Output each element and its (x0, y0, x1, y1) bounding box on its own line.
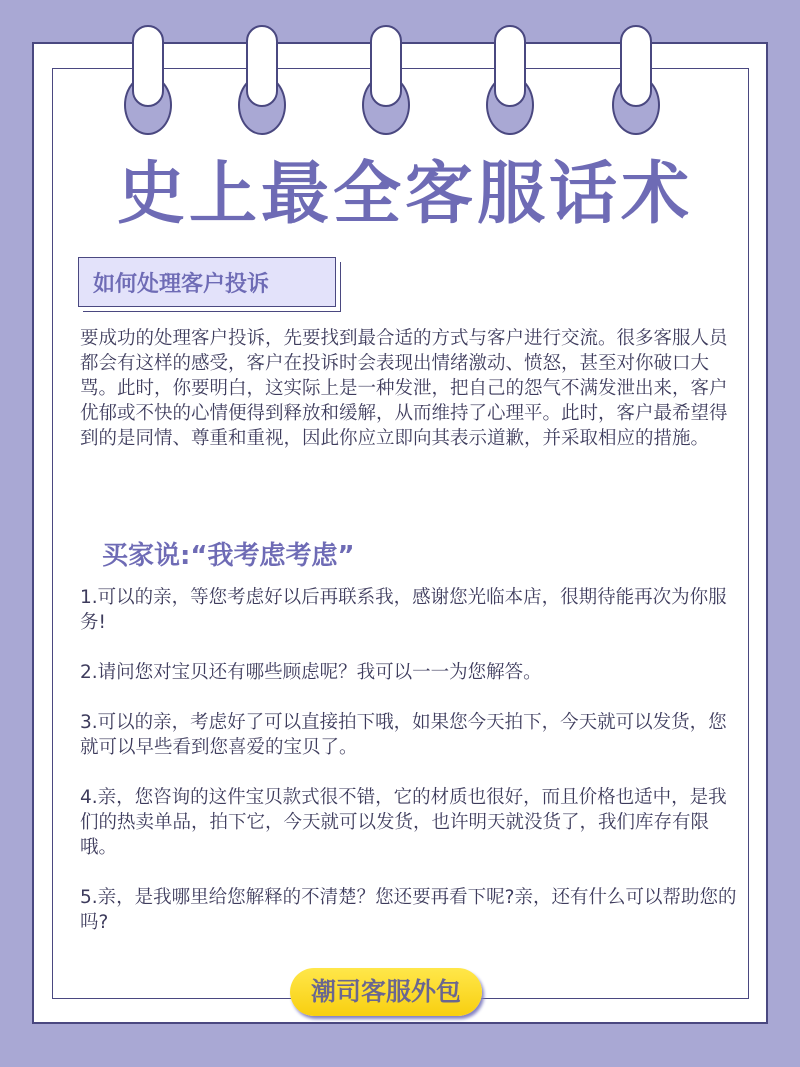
subtitle-label: 如何处理客户投诉 (78, 257, 336, 307)
list-item: 5.亲，是我哪里给您解释的不清楚？您还要再看下呢?亲，还有什么可以帮助您的吗? (80, 887, 737, 933)
brand-badge: 潮司客服外包 (290, 968, 482, 1016)
reply-list (80, 585, 740, 960)
intro-paragraph: 要成功的处理客户投诉，先要找到最合适的方式与客户进行交流。很多客服人员都会有这样的感受，客户在投诉时会表现出情绪激动、愤怒，甚至对你破口大骂。此时，你要明白，这实际上是一种发泄，把自己的怨气不满发泄出来，客户优郁或不快的心情便得到释放和缓解，从而维持了心理平。此时，客户最希望得到的是同情、尊重和重视，因此你应立即向其表示道歉，并采取相应的措施。 (80, 328, 728, 449)
binder-ring-icon (132, 25, 164, 120)
list-item: 2.请问您对宝贝还有哪些顾虑呢？我可以一一为您解答。 (80, 662, 542, 683)
binder-ring-icon (246, 25, 278, 120)
binder-ring-icon (370, 25, 402, 120)
list-item: 1.可以的亲，等您考虑好以后再联系我，感谢您光临本店，很期待能再次为你服务! (80, 587, 727, 633)
binder-ring-icon (620, 25, 652, 120)
list-item: 4.亲，您咨询的这件宝贝款式很不错，它的材质也很好，而且价格也适中，是我们的热卖单品，拍下它，今天就可以发货，也许明天就没货了，我们库存有限哦。 (80, 787, 727, 858)
list-item: 3.可以的亲，考虑好了可以直接拍下哦，如果您今天拍下，今天就可以发货，您就可以早些看到您喜爱的宝贝了。 (80, 712, 727, 758)
section-heading: 买家说:“我考虑考虑” (102, 541, 355, 571)
page-title: 史上最全客服话术 (116, 155, 693, 234)
binder-ring-icon (494, 25, 526, 120)
